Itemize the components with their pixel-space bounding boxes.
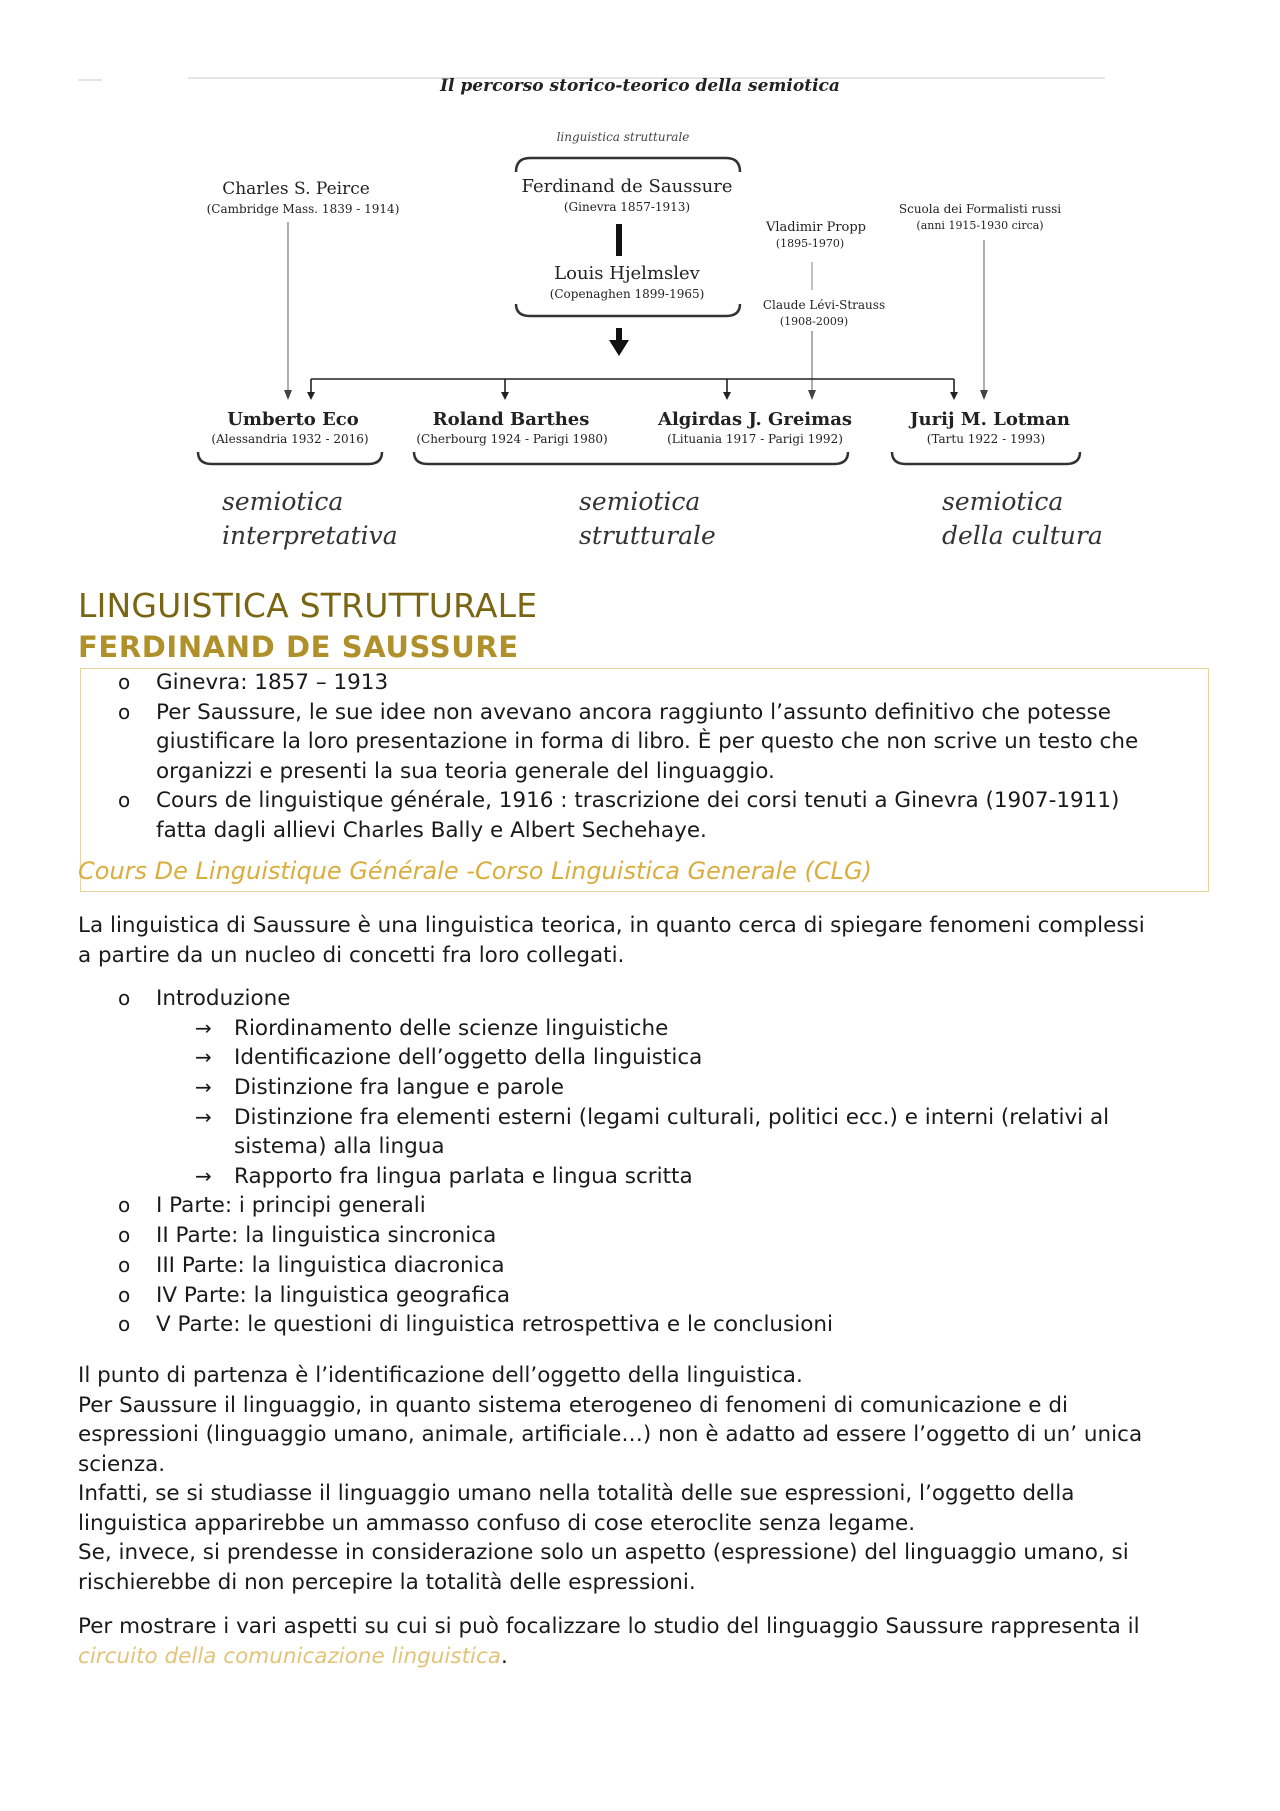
- arrow-right-icon: →: [195, 1016, 212, 1040]
- hjelmslev-brace: [516, 304, 740, 316]
- saussure-hjelmslev-connector: [616, 224, 622, 256]
- node-barthes-info: (Cherbourg 1924 - Parigi 1980): [416, 432, 608, 446]
- outline-subitem-3: Distinzione fra langue e parole: [234, 1075, 564, 1100]
- category-1-line2: interpretativa: [222, 521, 398, 550]
- outline-subitem-1: Riordinamento delle scienze linguistiche: [234, 1016, 669, 1041]
- node-greimas-info: (Lituania 1917 - Parigi 1992): [667, 432, 843, 446]
- category-2-line1: semiotica: [579, 487, 701, 516]
- final-paragraph: [78, 1612, 1218, 1671]
- body-paragraph: [78, 1361, 1218, 1597]
- node-peirce-name: Charles S. Peirce: [222, 179, 370, 199]
- body-line-7: Se, invece, si prendesse in considerazione solo un aspetto (espressione) del linguaggio umano, si: [78, 1540, 1129, 1565]
- drop-eco-head: [307, 392, 315, 400]
- bullet-marker: o: [118, 1193, 131, 1217]
- category-3-line1: semiotica: [942, 487, 1064, 516]
- semiotics-history-diagram: [0, 0, 1280, 575]
- circuit-link[interactable]: circuito della comunicazione linguistica: [78, 1643, 501, 1669]
- section-heading: LINGUISTICA STRUTTURALE: [78, 586, 538, 625]
- body-line-1: Il punto di partenza è l’identificazione dell’oggetto della linguistica.: [78, 1363, 803, 1388]
- bullet-marker: o: [118, 986, 131, 1010]
- brace-interpretativa: [198, 452, 382, 464]
- section-subheading: FERDINAND DE SAUSSURE: [78, 630, 519, 664]
- intro-line-1: La linguistica di Saussure è una linguistica teorica, in quanto cerca di spiegare fenomeni complessi: [78, 913, 1145, 938]
- down-arrow-shaft: [616, 328, 622, 342]
- clg-title: Cours De Linguistique Générale -Corso Linguistica Generale (CLG): [78, 857, 872, 885]
- top-label: linguistica strutturale: [556, 130, 690, 144]
- bullet-marker: o: [118, 1253, 131, 1277]
- bullet-marker: o: [118, 700, 131, 724]
- brace-strutturale: [414, 452, 848, 464]
- bullet-marker: o: [118, 670, 131, 694]
- node-lotman-info: (Tartu 1922 - 1993): [926, 432, 1046, 446]
- arrow-right-icon: →: [195, 1105, 212, 1129]
- category-2-line2: strutturale: [579, 521, 716, 550]
- node-peirce-info: (Cambridge Mass. 1839 - 1914): [206, 202, 400, 216]
- node-hjelmslev-info: (Copenaghen 1899-1965): [549, 287, 705, 301]
- bullet-marker: o: [118, 788, 131, 812]
- body-line-6: linguistica apparirebbe un ammasso confuso di cose eteroclite senza legame.: [78, 1510, 916, 1536]
- formalisti-to-lotman-arrow: [980, 390, 988, 400]
- node-saussure-info: (Ginevra 1857-1913): [563, 200, 691, 214]
- node-formalisti-info: (anni 1915-1930 circa): [916, 219, 1044, 232]
- bullet-marker: o: [118, 1312, 131, 1336]
- body-line-5: Infatti, se si studiasse il linguaggio umano nella totalità delle sue espressioni, l’oggetto della: [78, 1481, 1075, 1506]
- final-line-2: [78, 1642, 1218, 1672]
- category-3-line2: della cultura: [942, 521, 1103, 550]
- body-line-3: espressioni (linguaggio umano, animale, artificiale…) non è adatto ad essere l’oggetto di un’ unica: [78, 1422, 1143, 1447]
- arrow-right-icon: →: [195, 1045, 212, 1069]
- peirce-to-eco-arrow: [284, 390, 292, 400]
- intro-line-2: a partire da un nucleo di concetti fra loro collegati.: [78, 942, 625, 968]
- bio-item-2-line-3: organizzi e presenti la sua teoria generale del linguaggio.: [156, 759, 775, 784]
- drop-barthes-head: [501, 392, 509, 400]
- brace-cultura: [892, 452, 1080, 464]
- node-barthes-name: Roland Barthes: [432, 409, 590, 430]
- bullet-marker: o: [118, 1283, 131, 1307]
- body-line-8: rischierebbe di non percepire la totalità delle espressioni.: [78, 1569, 696, 1595]
- outline-intro: Introduzione: [156, 986, 291, 1011]
- arrow-right-icon: →: [195, 1075, 212, 1099]
- bio-item-2-line-2: giustificare la loro presentazione in forma di libro. È per questo che non scrive un testo che: [156, 729, 1139, 754]
- node-eco-name: Umberto Eco: [227, 409, 359, 430]
- figure-title: Il percorso storico-teorico della semiotica: [440, 76, 840, 96]
- node-levistrauss-name: Claude Lévi-Strauss: [762, 298, 886, 312]
- category-1-line1: semiotica: [222, 487, 344, 516]
- node-propp-name: Vladimir Propp: [765, 220, 867, 235]
- outline-part-1: I Parte: i principi generali: [156, 1193, 426, 1218]
- bio-item-2-line-1: Per Saussure, le sue idee non avevano ancora raggiunto l’assunto definitivo che potesse: [156, 700, 1111, 725]
- down-arrow-head: [609, 340, 629, 356]
- bio-item-3-line-1: Cours de linguistique générale, 1916 : trascrizione dei corsi tenuti a Ginevra (1907-1911): [156, 788, 1120, 813]
- node-levistrauss-info: (1908-2009): [779, 315, 849, 328]
- node-formalisti-name: Scuola dei Formalisti russi: [898, 202, 1062, 216]
- outline-part-3: III Parte: la linguistica diacronica: [156, 1253, 505, 1278]
- outline-subitem-4-line-2: sistema) alla lingua: [234, 1134, 445, 1159]
- outline-part-2: II Parte: la linguistica sincronica: [156, 1223, 497, 1248]
- node-hjelmslev-name: Louis Hjelmslev: [554, 263, 700, 284]
- arrow-right-icon: →: [195, 1164, 212, 1188]
- intro-paragraph: [78, 911, 1218, 970]
- node-lotman-name: Jurij M. Lotman: [910, 409, 1070, 430]
- drop-lotman-head: [950, 392, 958, 400]
- bio-item-1: Ginevra: 1857 – 1913: [156, 670, 389, 695]
- body-line-2: Per Saussure il linguaggio, in quanto sistema eterogeneo di fenomeni di comunicazione e di: [78, 1392, 1068, 1418]
- node-propp-info: (1895-1970): [775, 237, 845, 250]
- bio-item-3-line-2: fatta dagli allievi Charles Bally e Albert Sechehaye.: [156, 818, 707, 843]
- outline-subitem-4-line-1: Distinzione fra elementi esterni (legami culturali, politici ecc.) e interni (relativi al: [234, 1105, 1110, 1130]
- node-saussure-name: Ferdinand de Saussure: [521, 176, 733, 197]
- outline-part-4: IV Parte: la linguistica geografica: [156, 1283, 511, 1308]
- top-brace: [516, 158, 740, 172]
- node-eco-info: (Alessandria 1932 - 2016): [211, 432, 369, 446]
- drop-greimas-head: [723, 392, 731, 400]
- body-line-4: scienza.: [78, 1451, 166, 1477]
- bullet-marker: o: [118, 1223, 131, 1247]
- final-period: .: [500, 1643, 508, 1669]
- levistrauss-to-greimas-arrow: [808, 390, 816, 400]
- node-greimas-name: Algirdas J. Greimas: [657, 409, 853, 430]
- outline-part-5: V Parte: le questioni di linguistica retrospettiva e le conclusioni: [156, 1312, 833, 1337]
- outline-subitem-5: Rapporto fra lingua parlata e lingua scritta: [234, 1164, 693, 1189]
- outline-subitem-2: Identificazione dell’oggetto della linguistica: [234, 1045, 703, 1070]
- final-line-1: Per mostrare i vari aspetti su cui si può focalizzare lo studio del linguaggio Saussure rappresenta il: [78, 1614, 1140, 1639]
